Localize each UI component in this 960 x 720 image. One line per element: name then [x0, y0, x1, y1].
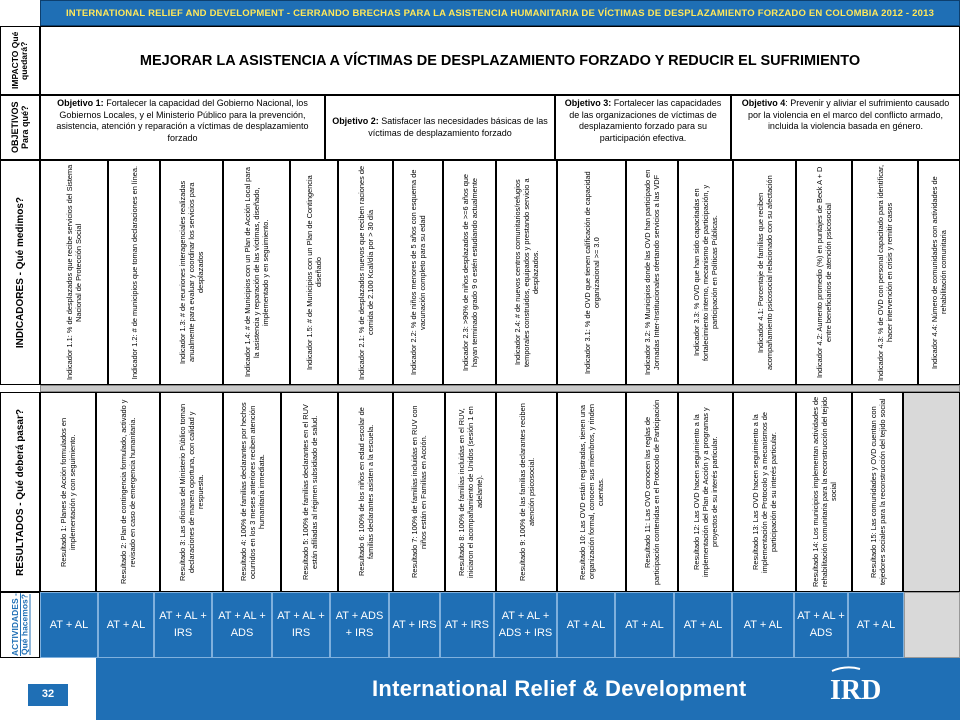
indicator-cell-5: [290, 160, 338, 385]
indicator-cell-10: [557, 160, 626, 385]
result-cell-3: [160, 392, 223, 592]
indicator-cell-text: Indicador 3.2: % Municipios donde las OVD han participado en Jornadas Inter-Institucionales ofertando servicios a las VDF: [643, 169, 661, 376]
result-cell-text: Resultado 10: Las OVD están registradas, tienen una organización formal, conocen sus miembros, y rinden cuentas.: [578, 404, 605, 580]
objective-4-label: Objetivo 4: [741, 98, 786, 108]
indicator-cell-text: Indicador 3.1: % de OVD que tienen calificación de capacidad organizacional >= 3.0: [582, 171, 601, 374]
indicator-cell-text: Indicador 2.4: # de nuevos centros comunitarios/refugios temporales construidos, equipados y prestando servicio a desplazados.: [513, 178, 540, 367]
indicator-cell-11: [626, 160, 678, 385]
indicator-cell-1: [40, 160, 108, 385]
activity-cell-5: AT + AL + IRS: [272, 592, 330, 658]
activity-cell-9: AT + AL + ADS + IRS: [494, 592, 557, 658]
objective-3-label: Objetivo 3:: [564, 98, 612, 108]
page-number: 32: [41, 688, 55, 700]
result-cell-2: [96, 392, 160, 592]
result-cell-5: [281, 392, 338, 592]
indicator-cell-text: Indicador 1.2: # de municipios que toman declaraciones en línea.: [129, 165, 139, 380]
indicator-cell-text: Indicador 4.3: % de OVD con personal capacitado para identificar, hacer intervención en crisis y remitir casos: [876, 164, 894, 381]
row-label-actividades[interactable]: ACTIVIDADES - Qué hacemos?: [0, 592, 40, 658]
objective-1-text: Fortalecer la capacidad del Gobierno Nacional, los Gobiernos Locales, y el Ministerio Público para la prevención, asistencia, atención y reparación a víctimas de desplazamiento forzado: [56, 98, 309, 143]
result-cell-11: [626, 392, 678, 592]
indicator-cell-text: Indicador 1.4: # de Municipios con un Plan de Acción Local para la asistencia y reparación de las víctimas, diseñado, implementado y en seguimiento.: [243, 167, 270, 378]
impact-statement: MEJORAR LA ASISTENCIA A VÍCTIMAS DE DESPLAZAMIENTO FORZADO Y REDUCIR EL SUFRIMIENTO: [40, 26, 960, 95]
indicator-cell-text: Indicador 4.1: Porcentaje de familias que reciben acompañamiento psicosocial relacionado con su afectación: [755, 175, 774, 370]
result-cell-9: [496, 392, 557, 592]
result-cell-text: Resultado 1: Planes de Acción formulados en implementación y con seguimiento.: [59, 417, 77, 567]
row-label-indicadores: INDICADORES - Qué medimos?: [0, 160, 40, 385]
indicator-cell-text: Indicador 3.3: % OVD que han sido capacitadas en fortalecimiento interno, mecanismo de participación, y participación en Políticas Públicas.: [692, 184, 719, 361]
indicator-cell-8: [443, 160, 496, 385]
objective-2-label: Objetivo 2:: [332, 116, 379, 126]
indicator-cell-text: Indicador 2.3: >90% de niños desplazados de >=6 años que hayan terminado grado 9 o estén estudiando actualmente: [460, 173, 479, 372]
result-cell-10: [557, 392, 626, 592]
indicator-cell-6: [338, 160, 393, 385]
indicator-cell-12: [678, 160, 733, 385]
result-cell-text: Resultado 9: 100% de las familias declarantes reciben atención psicosocial.: [517, 403, 536, 581]
indicator-cell-15: [852, 160, 918, 385]
ird-logo-icon: [826, 665, 896, 705]
indicator-cell-text: Indicador 1.1: % de desplazados que recibe servicios del Sistema Nacional de Protección Social: [65, 164, 83, 381]
objective-2: [325, 95, 555, 160]
indicator-cell-13: [733, 160, 796, 385]
result-cell-15: [852, 392, 903, 592]
result-cell-text: Resultado 5: 100% de familias declarantes en el RUV están afiliadas al régimen subsidiado de salud.: [300, 404, 319, 580]
ird-logo: [826, 665, 896, 705]
result-cell-4: [223, 392, 281, 592]
result-cell-text: Resultado 6: 100% de los niños en edad escolar de familias declarantes asisten a la escuela.: [356, 407, 375, 577]
indicator-cell-16: [918, 160, 960, 385]
objective-4-text: : Prevenir y aliviar el sufrimiento causado por la violencia en el marco del conflicto armado, incluida la violencia basada en género.: [747, 98, 950, 131]
row-separator: [40, 385, 960, 392]
indicator-cell-text: Indicador 4.4: Número de comunidades con actividades de rehabilitación comunitaria: [930, 176, 948, 369]
result-cell-14: [796, 392, 852, 592]
indicator-cell-4: [223, 160, 290, 385]
activity-cell-4: AT + AL + ADS: [212, 592, 272, 658]
activity-cell-10: AT + AL: [557, 592, 615, 658]
result-cell-text: Resultado 4: 100% de familias declarantes por hechos ocurridos en los 3 meses anteriores reciben atención humanitaria inmediata.: [238, 402, 266, 582]
row-label-impacto: IMPACTO Qué quedará?: [0, 26, 40, 95]
activity-cell-3: AT + AL + IRS: [154, 592, 212, 658]
result-cell-text: Resultado 7: 100% de familias incluidas en RUV con niños están en Familias en Acción.: [410, 405, 428, 579]
result-cell-text: Resultado 2: Plan de contingencia formulado, activado y revisado en caso de emergencia humanitaria.: [119, 399, 137, 585]
activity-empty-cell: [904, 592, 960, 658]
result-cell-text: Resultado 11: Las OVD conocen las reglas de participación contenidas en el Protocolo de Participación: [643, 399, 661, 585]
indicator-cell-text: Indicador 4.2: Aumento promedio (%) en puntajes de Beck A + D entre beneficiarios de atención psicosocial: [815, 166, 833, 379]
result-cell-7: [393, 392, 445, 592]
activity-cell-2: AT + AL: [98, 592, 154, 658]
objective-4: [731, 95, 960, 160]
activity-cell-1: AT + AL: [40, 592, 98, 658]
activity-cell-14: AT + AL + ADS: [794, 592, 848, 658]
indicator-cell-text: Indicador 2.2: % de niños menores de 5 años con esquema de vacunación completo para su edad: [409, 169, 427, 376]
activity-cell-8: AT + IRS: [440, 592, 494, 658]
result-cell-6: [338, 392, 393, 592]
activity-cell-13: AT + AL: [732, 592, 794, 658]
result-cell-12: [678, 392, 733, 592]
indicator-cell-2: [108, 160, 160, 385]
activity-cell-6: AT + ADS + IRS: [330, 592, 389, 658]
result-cell-text: Resultado 14: Los municipios implementan actividades de rehabilitación comunitaria para la reconstrucción del tejido social: [810, 396, 838, 588]
result-cell-text: Resultado 8: 100% de familias incluidas en el RUV, iniciaron el acompañamiento de Unidos (sesión 1 en adelante).: [457, 406, 484, 578]
activity-cell-7: AT + IRS: [389, 592, 440, 658]
indicator-cell-text: Indicador 1.5: # de Municipios con un Plan de Contingencia diseñado: [305, 175, 323, 370]
svg-text:IRD: IRD: [830, 675, 882, 705]
objective-1-label: Objetivo 1:: [57, 98, 104, 108]
result-cell-16: [903, 392, 960, 592]
result-cell-text: Resultado 15: Las comunidades y OVD cuentan con tejedores sociales para la reconstrucción del tejido social: [868, 398, 887, 586]
result-cell-text: Resultado 12: Las OVD hacen seguimiento a la implementación del Plan de Acción y a programas y proyectos de su interés particular.: [692, 407, 719, 577]
result-cell-text: Resultado 13: Las OVD hacen seguimiento a la implementación de Protocolo y a mecanismos de participación de su interés particular.: [751, 411, 778, 573]
indicator-cell-3: [160, 160, 223, 385]
brand-name: International Relief & Development: [372, 676, 747, 701]
row-label-objetivos: OBJETIVOS Para qué?: [0, 95, 40, 160]
indicator-cell-text: Indicador 2.1: % de desplazados nuevos que reciben raciones de comida de 2.100 Kcal/día por > 30 día: [356, 165, 375, 380]
document-title: INTERNATIONAL RELIEF AND DEVELOPMENT - CERRANDO BRECHAS PARA LA ASISTENCIA HUMANITARIA DE VÍCTIMAS DE DESPLAZAMIENTO FORZADO EN COLOMBIA 2012 - 2013: [40, 0, 960, 26]
indicator-cell-7: [393, 160, 443, 385]
objective-3-text: Fortalecer las capacidades de las organizaciones de víctimas de desplazamiento forzado para su participación efectiva.: [569, 98, 722, 143]
result-cell-8: [445, 392, 496, 592]
objective-1: [40, 95, 325, 160]
indicator-cell-9: [496, 160, 557, 385]
objective-2-text: Satisfacer las necesidades básicas de las víctimas de desplazamiento forzado: [368, 116, 548, 138]
indicator-cell-text: Indicador 1.3: # de reuniones interagenciales realizadas anualmente para evaluar y coordinar los servicios para desplazados: [178, 180, 205, 365]
indicator-cell-14: [796, 160, 852, 385]
result-cell-text: Resultado 3: Las oficinas del Ministerio Público toman declaraciones de manera oportuna, con calidad y respuesta.: [178, 403, 205, 581]
result-cell-13: [733, 392, 796, 592]
activity-cell-11: AT + AL: [615, 592, 674, 658]
result-cell-1: [40, 392, 96, 592]
objective-3: [555, 95, 731, 160]
activity-cell-15: AT + AL: [848, 592, 904, 658]
activity-cell-12: AT + AL: [674, 592, 732, 658]
row-label-resultados: RESULTADOS - Qué deberá pasar?: [0, 392, 40, 592]
